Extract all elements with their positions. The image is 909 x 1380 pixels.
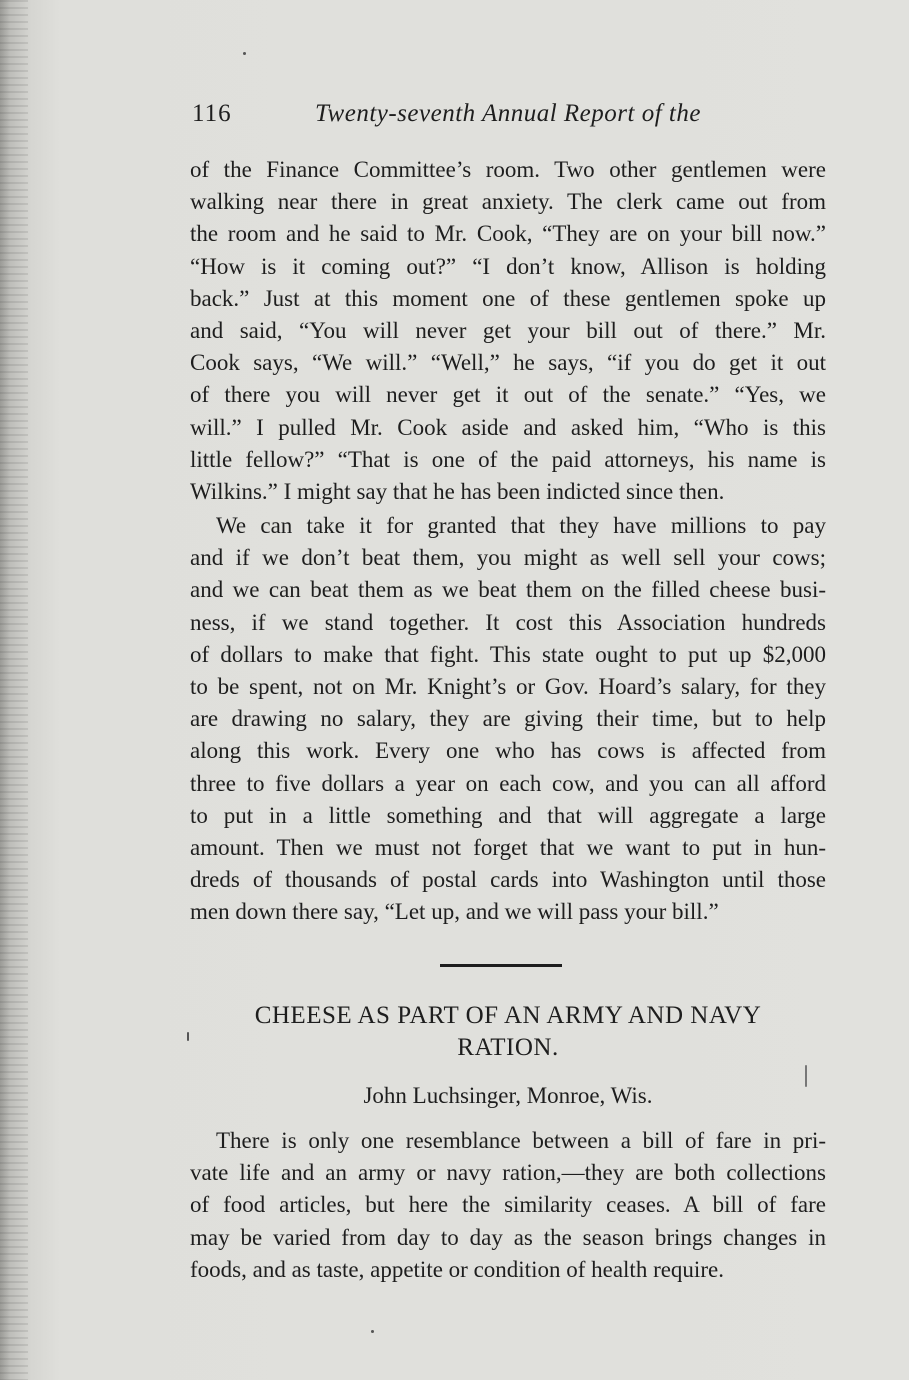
text-line: We can take it for granted that they have millions to pay <box>216 513 826 538</box>
text-line: and if we don’t beat them, you might as well sell your cows; <box>190 545 826 571</box>
text-line: walking near there in great anxiety. The clerk came out from <box>190 189 826 215</box>
paper-speck <box>187 1032 189 1041</box>
section-title-line-2: RATION. <box>457 1034 559 1061</box>
section-title-line-1: CHEESE AS PART OF AN ARMY AND NAVY <box>254 1002 762 1029</box>
text-line: and said, “You will never get your bill out of there.” Mr. <box>190 318 826 344</box>
paragraph-1 <box>190 154 826 508</box>
paper-speck <box>243 52 246 55</box>
text-line: to be spent, not on Mr. Knight’s or Gov. Hoard’s salary, for they <box>190 674 826 700</box>
text-line: may be varied from day to day as the season brings changes in <box>190 1224 826 1250</box>
text-line: to put in a little something and that will aggregate a large <box>190 802 826 828</box>
text-line: vate life and an army or navy ration,—they are both collections <box>190 1160 826 1186</box>
text-line: dreds of thousands of postal cards into Washington until those <box>190 867 826 893</box>
book-spine-shadow <box>0 0 28 1380</box>
text-line: little fellow?” “That is one of the paid attorneys, his name is <box>190 446 826 472</box>
running-title: Twenty-seventh Annual Report of the <box>315 100 701 127</box>
text-line: of the Finance Committee’s room. Two other gentlemen were <box>190 157 826 182</box>
text-line: and we can beat them as we beat them on the filled cheese busi- <box>190 577 826 603</box>
text-line: Wilkins.” I might say that he has been indicted since then. <box>190 479 725 505</box>
text-line: of there you will never get it out of the senate.” “Yes, we <box>190 382 826 408</box>
paragraph-2 <box>190 510 826 929</box>
text-line: foods, and as taste, appetite or condition of health require. <box>190 1256 724 1282</box>
paragraph-3 <box>190 1125 826 1286</box>
paper-speck <box>371 1330 374 1333</box>
text-line: are drawing no salary, they are giving their time, but to help <box>190 706 826 732</box>
text-line: back.” Just at this moment one of these gentlemen spoke up <box>190 285 826 311</box>
text-line: of dollars to make that fight. This state ought to put up $2,000 <box>190 641 826 667</box>
text-line: three to five dollars a year on each cow, and you can all afford <box>190 770 826 796</box>
paper-speck <box>805 1065 807 1087</box>
text-line: of food articles, but here the similarity ceases. A bill of fare <box>190 1192 826 1218</box>
section-divider <box>440 964 562 967</box>
text-line: “How is it coming out?” “I don’t know, Allison is holding <box>190 253 826 279</box>
text-line: will.” I pulled Mr. Cook aside and asked him, “Who is this <box>190 414 826 440</box>
text-line: along this work. Every one who has cows is affected from <box>190 738 826 764</box>
text-line: Cook says, “We will.” “Well,” he says, “if you do get it out <box>190 350 826 376</box>
page-header <box>192 100 732 136</box>
text-line: amount. Then we must not forget that we want to put in hun- <box>190 835 826 861</box>
text-line: There is only one resemblance between a bill of fare in pri- <box>216 1128 826 1153</box>
text-line: ness, if we stand together. It cost this Association hundreds <box>190 609 826 635</box>
section-title <box>190 1000 826 1064</box>
page-number: 116 <box>192 100 232 127</box>
text-line: the room and he said to Mr. Cook, “They are on your bill now.” <box>190 221 826 247</box>
author-byline: John Luchsinger, Monroe, Wis. <box>363 1083 653 1108</box>
text-line: men down there say, “Let up, and we will pass your bill.” <box>190 899 719 925</box>
